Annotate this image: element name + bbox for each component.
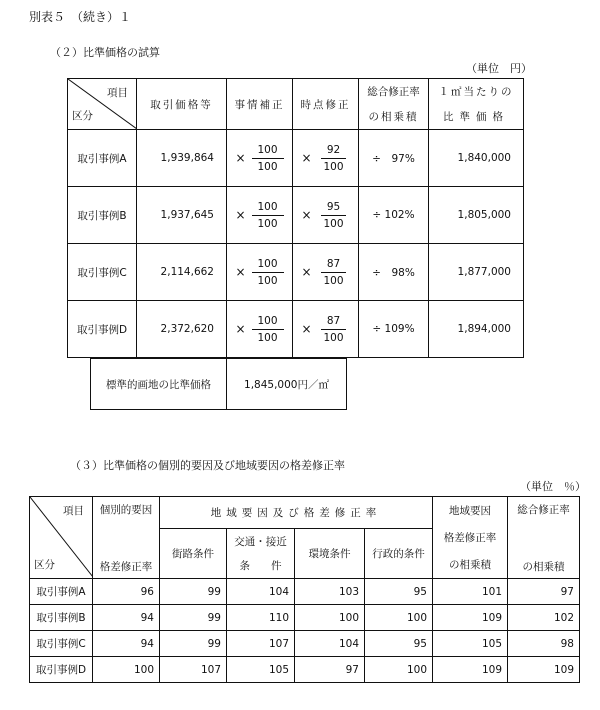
row-individual: 94 (93, 605, 160, 631)
row-name: 取引事例B (68, 187, 137, 244)
row-environment: 104 (295, 631, 365, 657)
row-individual: 94 (93, 631, 160, 657)
table2-corner-cell (30, 497, 93, 579)
row-street: 99 (160, 631, 227, 657)
header-total-rate-line2: の相乗積 (368, 111, 419, 123)
row-name: 取引事例D (30, 657, 93, 683)
row-unit-price: 1,894,000 (429, 301, 524, 358)
row-transport: 107 (227, 631, 295, 657)
row-regional: 101 (433, 579, 508, 605)
header-transport-line1: 交通・接近 (234, 535, 287, 548)
row-rate: ÷ 102% (359, 187, 429, 244)
row-time: × $\frac{87}{100}$ (293, 301, 359, 358)
header-total (508, 497, 580, 579)
row-administrative: 100 (365, 657, 433, 683)
header-individual-line2: 格差修正率 (99, 560, 153, 573)
row-circumstance: × $\frac{100}{100}$ (227, 244, 293, 301)
row-price: 2,114,662 (137, 244, 227, 301)
row-street: 107 (160, 657, 227, 683)
row-name: 取引事例C (68, 244, 137, 301)
header-transport-line2: 条 件 (239, 560, 282, 573)
row-total: 109 (508, 657, 580, 683)
header-individual (93, 497, 160, 579)
table-row (68, 244, 524, 301)
row-administrative: 95 (365, 631, 433, 657)
row-transport: 104 (227, 579, 295, 605)
row-individual: 100 (93, 657, 160, 683)
comparison-price-table (67, 78, 524, 358)
header-unit-price (429, 79, 524, 130)
header-street: 街路条件 (160, 529, 227, 579)
row-price: 1,939,864 (137, 130, 227, 187)
row-total: 102 (508, 605, 580, 631)
standard-price-box (90, 358, 347, 410)
row-rate: ÷ 97% (359, 130, 429, 187)
row-administrative: 95 (365, 579, 433, 605)
table1-corner-bottom: 区分 (72, 110, 93, 122)
row-price: 1,937,645 (137, 187, 227, 244)
header-time: 時点修正 (293, 79, 359, 130)
header-environment: 環境条件 (295, 529, 365, 579)
table-row (30, 657, 580, 683)
row-time: × $\frac{95}{100}$ (293, 187, 359, 244)
table-row (30, 605, 580, 631)
row-name: 取引事例A (68, 130, 137, 187)
table-row (68, 187, 524, 244)
page-title: 別表５ （続き）１ (29, 10, 132, 24)
row-name: 取引事例D (68, 301, 137, 358)
row-time: × $\frac{92}{100}$ (293, 130, 359, 187)
header-administrative: 行政的条件 (365, 529, 433, 579)
header-transport (227, 529, 295, 579)
header-regional-product-line1: 地域要因 (449, 505, 491, 518)
header-individual-line1: 個別的要因 (99, 503, 153, 516)
row-transport: 110 (227, 605, 295, 631)
table2-corner-bottom: 区分 (34, 559, 55, 571)
header-total-rate-line1: 総合修正率 (367, 86, 420, 98)
row-environment: 100 (295, 605, 365, 631)
row-environment: 103 (295, 579, 365, 605)
row-circumstance: × $\frac{100}{100}$ (227, 187, 293, 244)
header-regional-product (433, 497, 508, 579)
header-unit-price-line2: 比準価格 (443, 111, 509, 123)
header-regional-product-line2: 格差修正率 (443, 531, 497, 544)
row-street: 99 (160, 579, 227, 605)
header-price: 取引価格等 (137, 79, 227, 130)
table-row (68, 301, 524, 358)
row-total: 98 (508, 631, 580, 657)
section3-title: （３）比準価格の個別的要因及び地域要因の格差修正率 (70, 459, 345, 472)
row-price: 2,372,620 (137, 301, 227, 358)
row-time: × $\frac{87}{100}$ (293, 244, 359, 301)
adjustment-rate-table (29, 496, 580, 683)
header-circumstance: 事情補正 (227, 79, 293, 130)
row-environment: 97 (295, 657, 365, 683)
standard-price-value: 1,845,000円／㎡ (227, 359, 347, 410)
row-regional: 105 (433, 631, 508, 657)
table1-corner-cell (68, 79, 137, 130)
header-regional: 地域要因及び格差修正率 (160, 497, 433, 529)
header-unit-price-line1: １㎡当たりの (438, 86, 514, 98)
row-transport: 105 (227, 657, 295, 683)
row-unit-price: 1,840,000 (429, 130, 524, 187)
row-unit-price: 1,805,000 (429, 187, 524, 244)
row-administrative: 100 (365, 605, 433, 631)
table-row (68, 130, 524, 187)
header-total-line1: 総合修正率 (517, 503, 570, 516)
row-unit-price: 1,877,000 (429, 244, 524, 301)
row-regional: 109 (433, 657, 508, 683)
row-name: 取引事例C (30, 631, 93, 657)
section2-title: （２）比準価格の試算 (50, 46, 160, 59)
header-total-rate (359, 79, 429, 130)
table2-corner-top: 項目 (63, 505, 84, 517)
table-row (30, 579, 580, 605)
section2-unit: （単位 円） (466, 62, 532, 75)
row-name: 取引事例B (30, 605, 93, 631)
row-regional: 109 (433, 605, 508, 631)
row-total: 97 (508, 579, 580, 605)
table-row (30, 631, 580, 657)
table1-corner-top: 項目 (107, 87, 128, 99)
section3-unit: （単位 ％） (520, 480, 586, 493)
header-total-line2: の相乗積 (522, 560, 565, 573)
header-regional-product-line3: の相乗積 (449, 558, 491, 571)
row-street: 99 (160, 605, 227, 631)
row-circumstance: × $\frac{100}{100}$ (227, 130, 293, 187)
row-circumstance: × $\frac{100}{100}$ (227, 301, 293, 358)
standard-price-label: 標準的画地の比準価格 (91, 359, 227, 410)
row-rate: ÷ 109% (359, 301, 429, 358)
row-name: 取引事例A (30, 579, 93, 605)
row-individual: 96 (93, 579, 160, 605)
row-rate: ÷ 98% (359, 244, 429, 301)
